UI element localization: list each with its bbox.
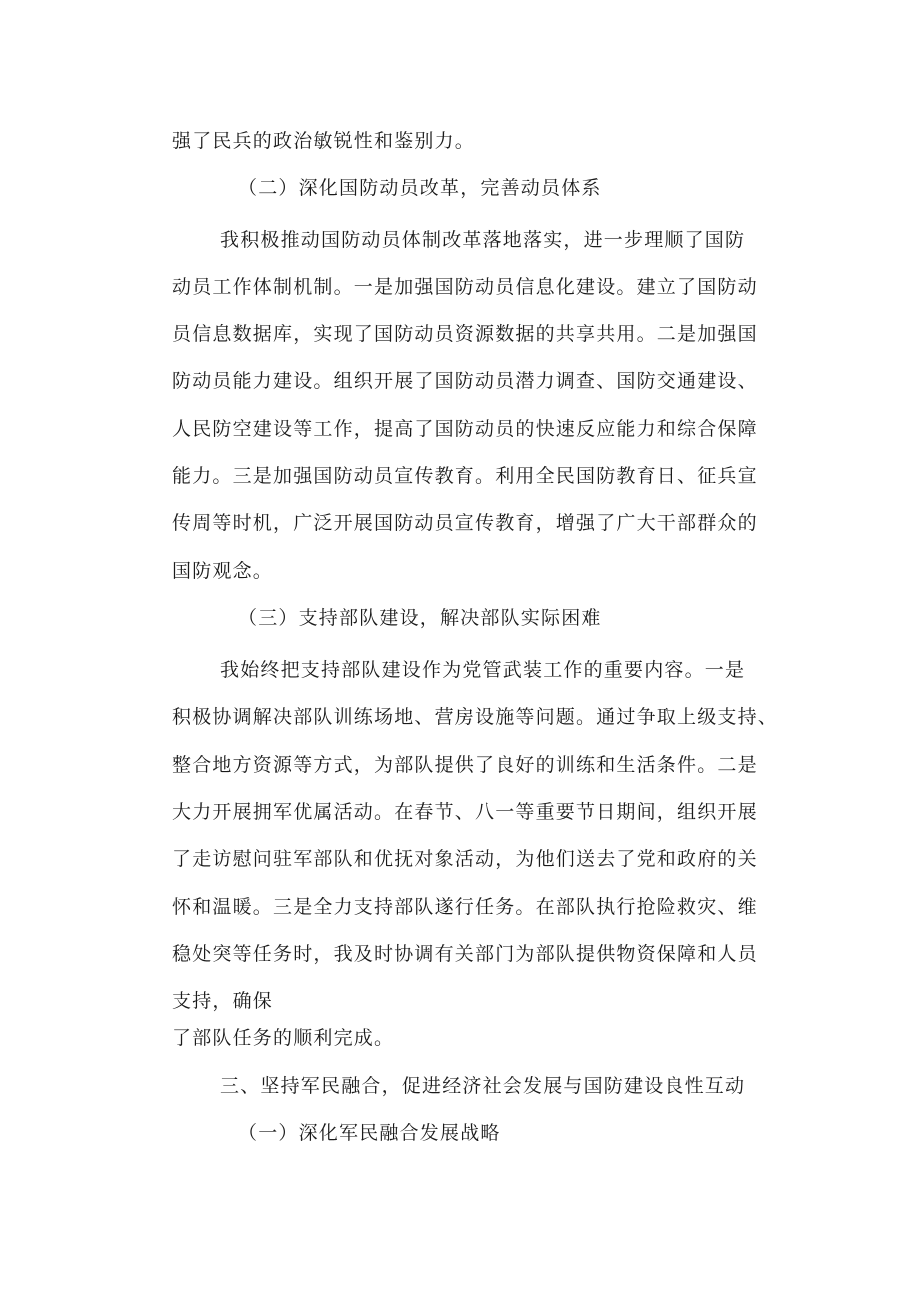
paragraph-line: 员信息数据库，实现了国防动员资源数据的共享共用。二是加强国: [172, 323, 758, 345]
paragraph-line: 我积极推动国防动员体制改革落地落实，进一步理顺了国防: [220, 229, 746, 251]
paragraph-line: 怀和温暖。三是全力支持部队遂行任务。在部队执行抢险救灾、维: [172, 896, 758, 918]
section-heading: （一）深化军民融合发展战略: [238, 1122, 501, 1144]
paragraph-line: 大力开展拥军优属活动。在春节、八一等重要节日期间，组织开展: [172, 801, 758, 823]
paragraph-line: 整合地方资源等方式，为部队提供了良好的训练和生活条件。二是: [172, 754, 758, 776]
paragraph-line: 防动员能力建设。组织开展了国防动员潜力调查、国防交通建设、: [172, 370, 758, 392]
paragraph-line: 人民防空建设等工作，提高了国防动员的快速反应能力和综合保障: [172, 418, 758, 440]
paragraph-line: 稳处突等任务时，我及时协调有关部门为部队提供物资保障和人员: [172, 943, 758, 965]
section-heading: （三）支持部队建设，解决部队实际困难: [238, 607, 602, 629]
paragraph-line: 了部队任务的顺利完成。: [172, 1027, 395, 1049]
paragraph-line: 强了民兵的政治敏锐性和鉴别力。: [172, 130, 476, 152]
section-heading: （二）深化国防动员改革，完善动员体系: [238, 177, 602, 199]
paragraph-line: 积极协调解决部队训练场地、营房设施等问题。通过争取上级支持、: [172, 706, 779, 728]
section-heading: 三、坚持军民融合，促进经济社会发展与国防建设良性互动: [220, 1075, 746, 1097]
paragraph-line: 动员工作体制机制。一是加强国防动员信息化建设。建立了国防动: [172, 276, 758, 298]
paragraph-line: 支持，确保: [172, 990, 274, 1012]
paragraph-line: 传周等时机，广泛开展国防动员宣传教育，增强了广大干部群众的: [172, 512, 758, 534]
paragraph-line: 了走访慰问驻军部队和优抚对象活动，为他们送去了党和政府的关: [172, 848, 758, 870]
paragraph-line: 国防观念。: [172, 560, 274, 582]
paragraph-line: 我始终把支持部队建设作为党管武装工作的重要内容。一是: [220, 659, 746, 681]
paragraph-line: 能力。三是加强国防动员宣传教育。利用全民国防教育日、征兵宣: [172, 465, 758, 487]
